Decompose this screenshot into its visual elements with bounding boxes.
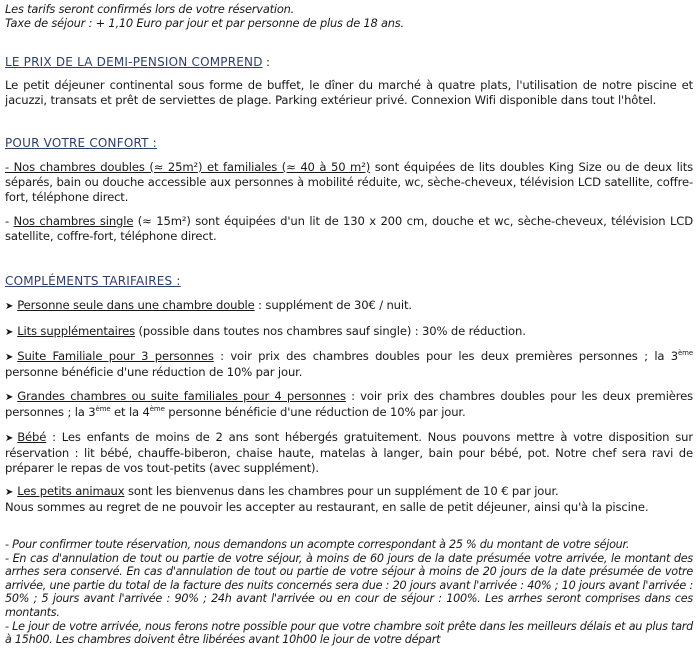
list-item — [5, 349, 693, 380]
arrow-right-icon: ➤ — [5, 392, 14, 403]
item-label: Lits supplémentaires — [17, 324, 135, 338]
single-label: Nos chambres single — [13, 214, 134, 228]
demi-pension-heading: LE PRIX DE LA DEMI-PENSION COMPREND — [5, 55, 263, 69]
single-text: (≈ 15m²) sont équipées d'un lit de 130 x 200 cm, douche et wc, sèche-cheveux, télévision LCD satellite, coffre-fort, téléphone direct. — [5, 214, 693, 243]
condition-arrivee: - Le jour de votre arrivée, nous ferons notre possible pour que votre chambre soit prête dans les meilleurs délais et au plus tard à 15h00. Les chambres doivent être libérées avant 10h00 le jour de votre départ — [5, 619, 693, 647]
complements-heading: COMPLÉMENTS TARIFAIRES : — [5, 274, 181, 288]
item-label: Les petits animaux — [17, 484, 125, 498]
doubles-label: - Nos chambres doubles (≈ 25m²) et familiales (≈ 40 à 50 m²) — [5, 160, 371, 174]
item-text-line2: Nous sommes au regret de ne pouvoir les accepter au restaurant, en salle de petit déjeuner, ainsi qu'à la piscine. — [5, 500, 649, 514]
superscript: ème — [149, 405, 165, 413]
item-text: : Les enfants de moins de 2 ans sont hébergés gratuitement. Nous pouvons mettre à votre disposition sur réservation : lit bébé, chauffe-biberon, chaise haute, matelas à langer, bain pour bébé, pot. Notre chef sera ravi de préparer le repas de vos tout-petits (avec supplément). — [5, 430, 693, 475]
superscript: ème — [95, 405, 111, 413]
item-text: personne bénéficie d'une réduction de 10% par jour. — [5, 365, 303, 379]
arrow-right-icon: ➤ — [5, 327, 14, 338]
arrow-right-icon: ➤ — [5, 487, 14, 498]
item-label: Bébé — [17, 430, 47, 444]
item-text: : supplément de 30€ / nuit. — [254, 298, 412, 312]
list-item — [5, 484, 693, 515]
confort-heading-row — [5, 132, 693, 151]
item-text: et la 4 — [110, 405, 150, 419]
item-text: : voir prix des chambres doubles pour les deux premières personnes ; la 3 — [5, 389, 693, 419]
arrow-right-icon: ➤ — [5, 433, 14, 444]
condition-annulation: - En cas d'annulation de tout ou partie de votre séjour, à moins de 60 jours de la date présumée votre arrivée, le montant des arrhes sera conservé. En cas d'annulation de tout ou partie de votre séjour à moins de 20 jours de la date présumée de votre arrivée, une partie du total de la facture des nuits concernés sera due : 20 jours avant l'arrivée : 40% ; 10 jours avant l'arrivée : 50% ; 5 jours avant l'arrivée : 90% ; 24h avant l'arrivée ou en cour de séjour : 100%. Les arrhes seront comprises dans ces montants. — [5, 551, 693, 619]
single-prefix: - — [5, 214, 14, 228]
demi-pension-heading-row — [5, 51, 693, 70]
item-text: : voir prix des chambres doubles pour les deux premières personnes ; la 3 — [213, 349, 679, 363]
item-label: Suite Familiale pour 3 personnes — [17, 349, 214, 363]
item-label: Grandes chambres ou suite familiales pour 4 personnes — [17, 389, 346, 403]
list-item — [5, 324, 693, 340]
arrow-right-icon: ➤ — [5, 352, 14, 363]
demi-pension-text: Le petit déjeuner continental sous forme de buffet, le dîner du marché à quatre plats, l'utilisation de notre piscine et jacuzzi, transats et prêt de serviettes de plage. Parking extérieur privé. Connexion Wifi disponible dans tout l'hôtel. — [5, 78, 693, 107]
confort-heading: POUR VOTRE CONFORT : — [5, 136, 157, 150]
list-item — [5, 298, 693, 314]
superscript: ème — [678, 349, 693, 357]
intro-line-1: Les tarifs seront confirmés lors de votre réservation. — [5, 2, 295, 16]
intro-line-2: Taxe de séjour : + 1,10 Euro par jour et par personne de plus de 18 ans. — [5, 16, 404, 30]
item-text: (possible dans toutes nos chambres sauf single) : 30% de réduction. — [134, 324, 526, 338]
conditions-block — [5, 538, 693, 647]
confort-doubles — [5, 160, 693, 205]
item-text: personne bénéficie d'une réduction de 10% par jour. — [164, 405, 466, 419]
item-text: sont les bienvenus dans les chambres pour un supplément de 10 € par jour. — [124, 484, 559, 498]
intro-block — [5, 2, 693, 30]
complements-heading-row — [5, 270, 693, 289]
confort-single — [5, 214, 693, 244]
condition-acompte: - Pour confirmer toute réservation, nous demandons un acompte correspondant à 25 % du montant de votre séjour. — [5, 538, 630, 551]
doubles-text: sont équipées de lits doubles King Size ou de deux lits séparés, bain ou douche accessible aux personnes à mobilité réduite, wc, sèche-cheveux, télévision LCD satellite, coffre-fort, téléphone direct. — [5, 160, 693, 204]
demi-pension-heading-colon: : — [262, 55, 270, 69]
arrow-right-icon: ➤ — [5, 301, 14, 312]
list-item — [5, 430, 693, 476]
list-item — [5, 389, 693, 420]
item-label: Personne seule dans une chambre double — [17, 298, 255, 312]
